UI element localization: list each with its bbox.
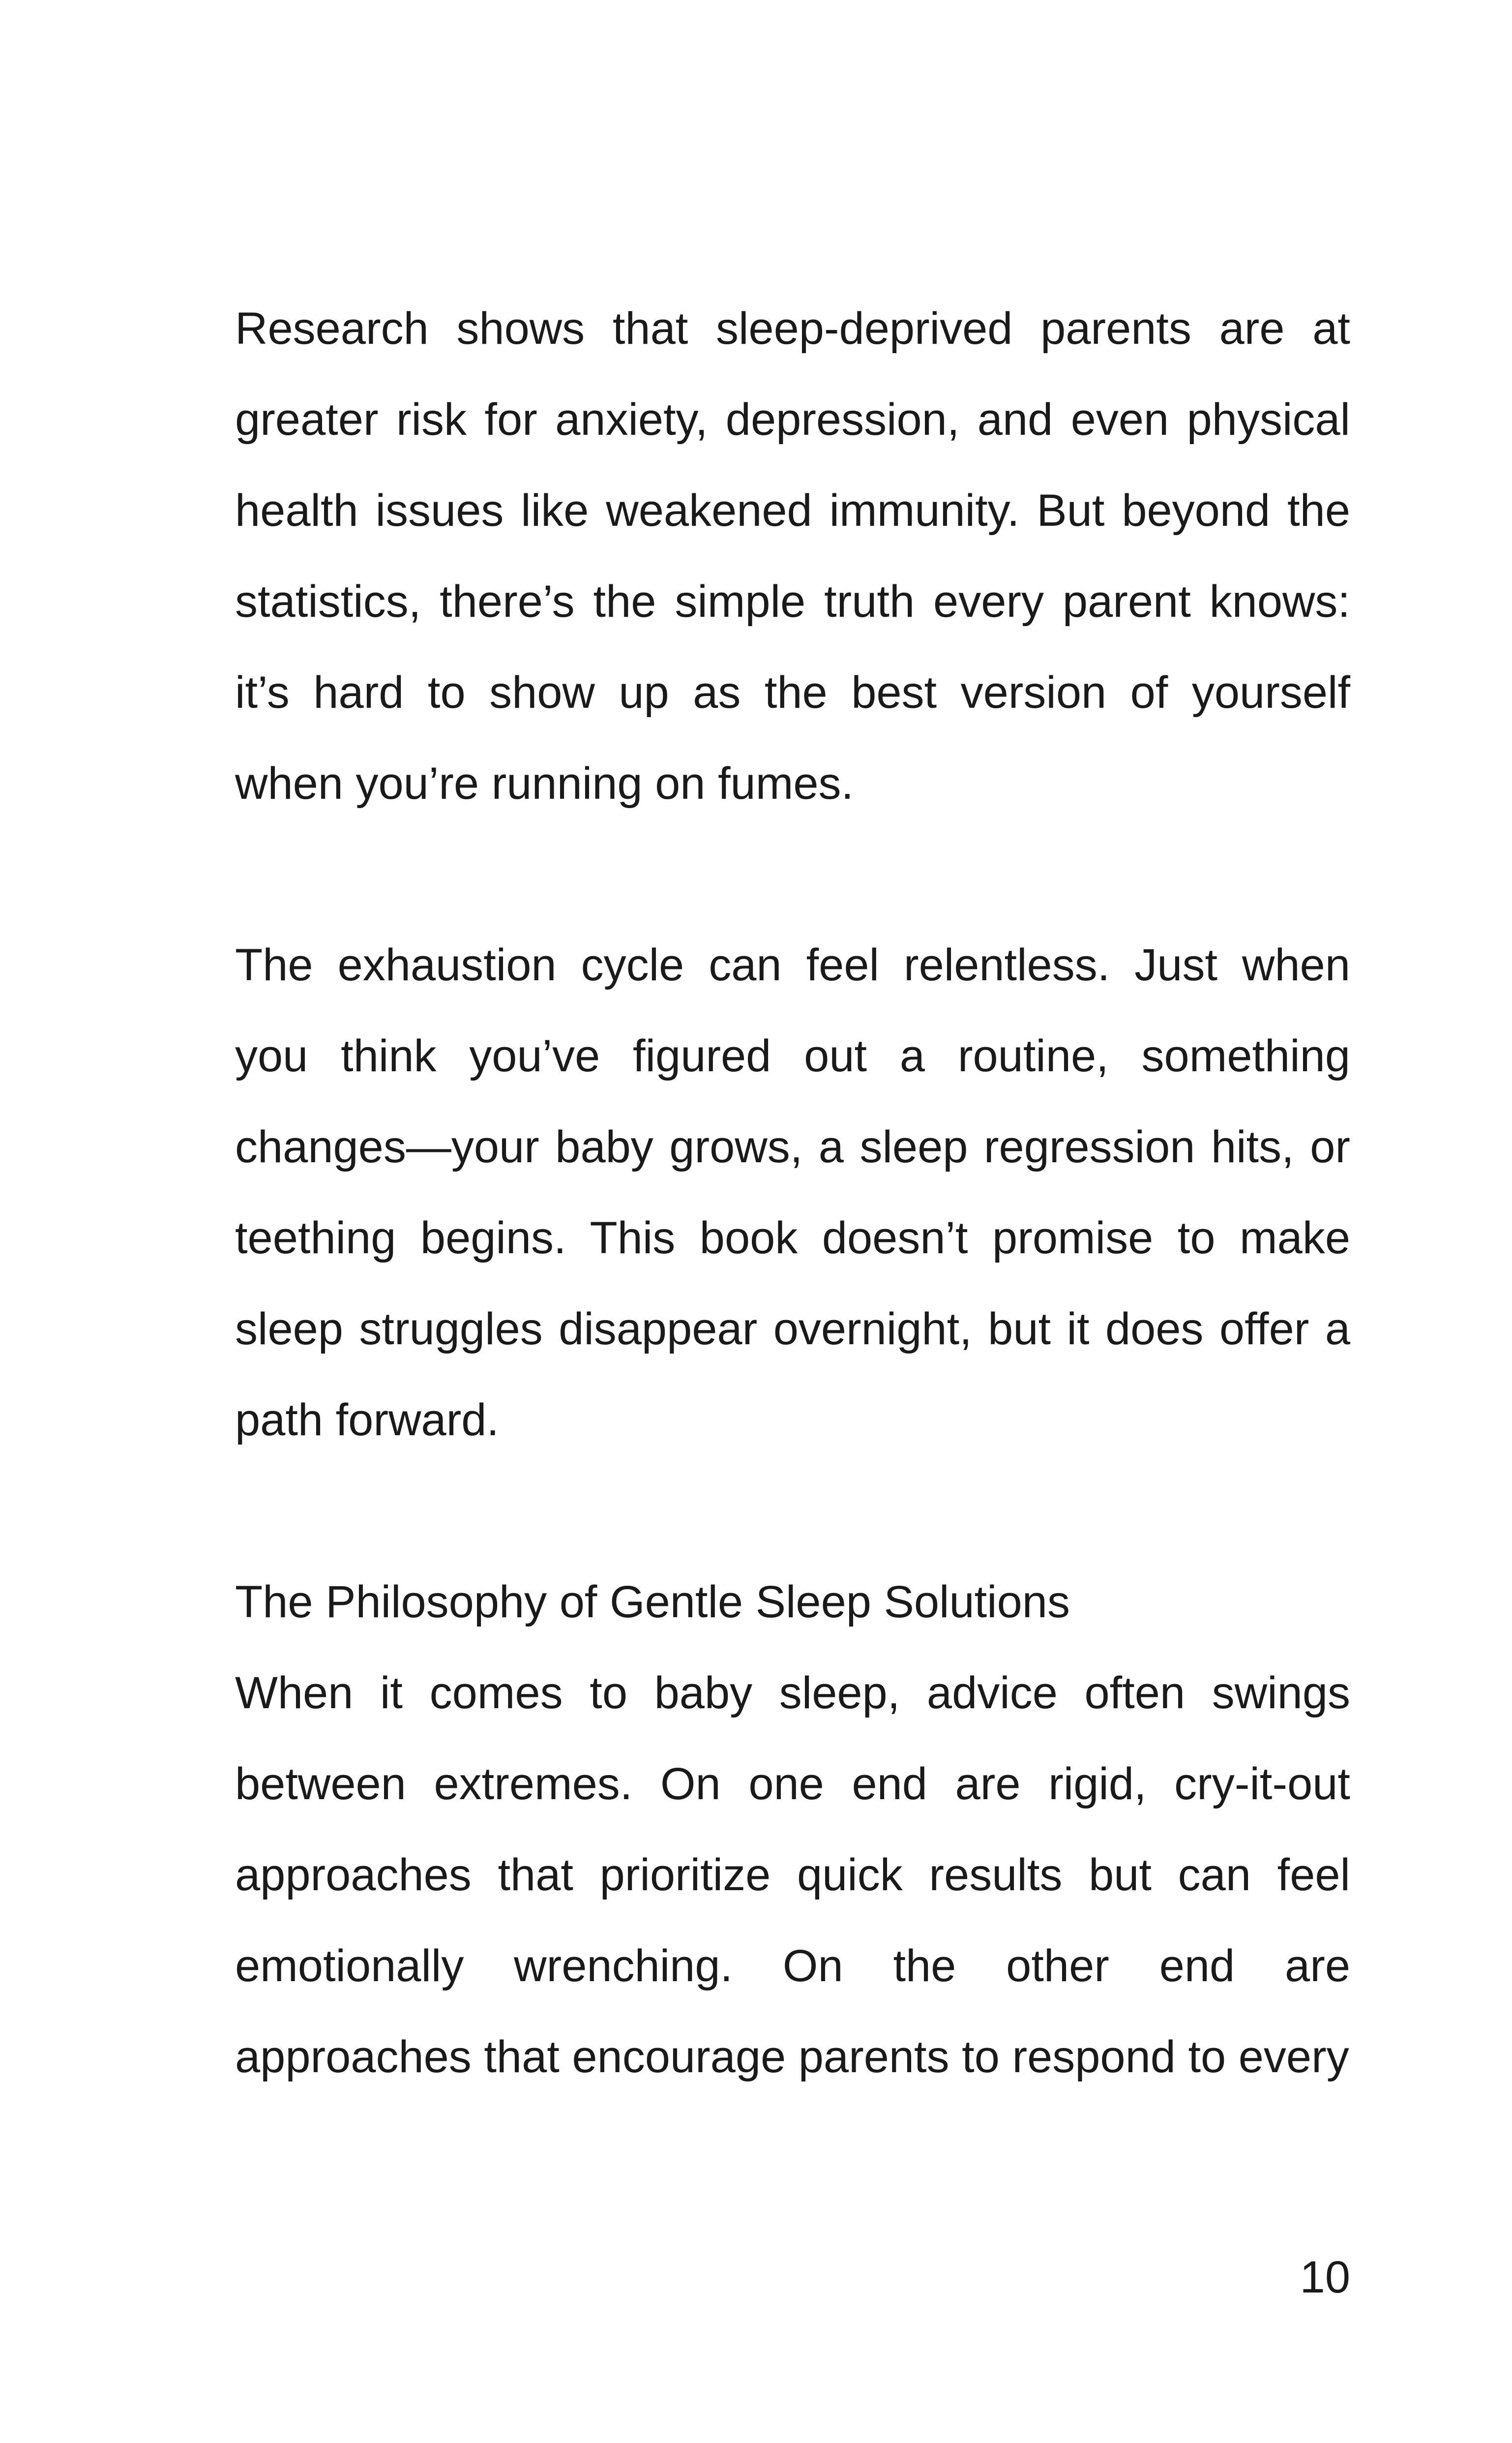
page-number: 10 [1300, 2252, 1350, 2302]
paragraph-philosophy-intro: When it comes to baby sleep, advice often swings between extremes. On one end are rigid, cry-it-out approaches that prioritize quick results but can feel emotionally wrenching. On the other end are approaches that encourage parents to respond to every [235, 1668, 1350, 2082]
section-heading: The Philosophy of Gentle Sleep Solutions [235, 1577, 1070, 1627]
paragraph-exhaustion-cycle: The exhaustion cycle can feel relentless. Just when you think you’ve figured out a routine, something changes—your baby grows, a sleep regression hits, or teething begins. This book doesn’t promise to make sleep struggles disappear overnight, but it does offer a path forward. [235, 940, 1350, 1445]
paragraph-sleep-deprivation-research: Research shows that sleep-deprived parents are at greater risk for anxiety, depression, and even physical health issues like weakened immunity. But beyond the statistics, there’s the simple truth every parent knows: it’s hard to show up as the best version of yourself when you’re running on fumes. [235, 303, 1350, 809]
